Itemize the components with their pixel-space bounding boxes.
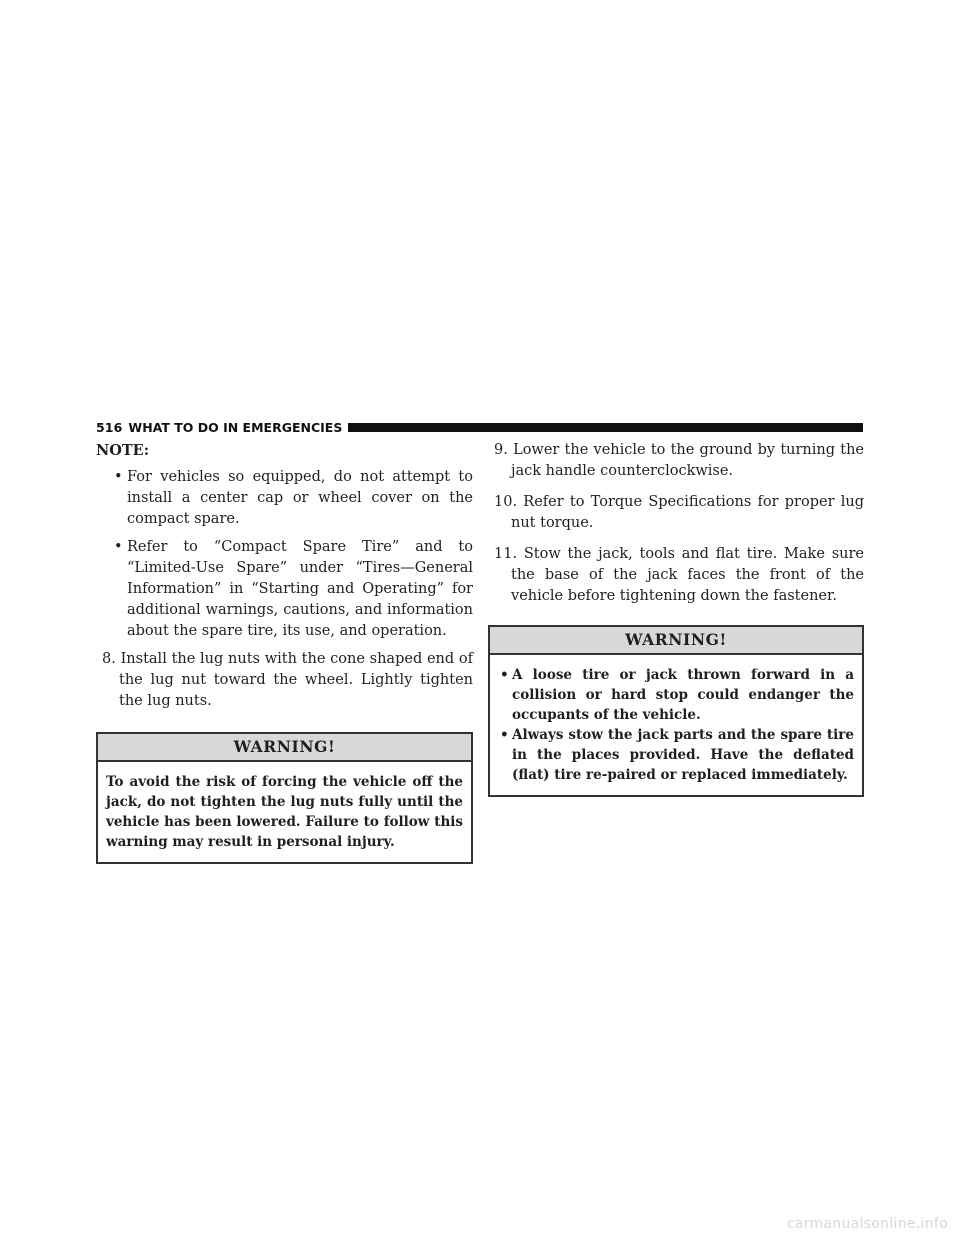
section-title: WHAT TO DO IN EMERGENCIES: [128, 419, 343, 435]
step-number: 9.: [494, 442, 508, 458]
bullet-glyph: •: [114, 469, 123, 485]
step-number: 8.: [102, 651, 116, 667]
right-column: [488, 440, 864, 797]
note-bullet-list: [96, 467, 473, 642]
note-bullet: [96, 467, 473, 530]
step-text: Install the lug nuts with the cone shaped end of the lug nut toward the wheel. Lightly tighten the lug nuts.: [119, 651, 473, 709]
page-number: 516: [96, 419, 123, 435]
step-10: [488, 492, 864, 534]
warning-bullet: [498, 665, 854, 725]
step-8: [96, 649, 473, 712]
note-bullet-text: For vehicles so equipped, do not attempt to install a center cap or wheel cover on the compact spare.: [127, 469, 473, 527]
note-bullet-text: Refer to “Compact Spare Tire” and to “Limited-Use Spare” under “Tires—General Information” in “Starting and Operating” for additional warnings, cautions, and information about the spare tire, its use, and operation.: [127, 539, 473, 639]
page-header: [96, 419, 863, 435]
step-text: Lower the vehicle to the ground by turning the jack handle counterclockwise.: [511, 442, 864, 479]
warning-bullet-text: A loose tire or jack thrown forward in a collision or hard stop could endanger the occupants of the vehicle.: [512, 667, 854, 723]
step-number: 11.: [494, 546, 518, 562]
warning-title: WARNING!: [98, 734, 471, 762]
step-9: [488, 440, 864, 482]
warning-box: [488, 625, 864, 797]
step-11: [488, 544, 864, 607]
header-rule: [348, 423, 863, 432]
step-number: 10.: [494, 494, 518, 510]
warning-bullet: [498, 725, 854, 785]
step-text: Stow the jack, tools and flat tire. Make sure the base of the jack faces the front of the vehicle before tightening down the fastener.: [511, 546, 864, 604]
watermark-text: carmanualsonline.info: [786, 1216, 948, 1232]
bullet-glyph: •: [500, 727, 509, 743]
warning-title: WARNING!: [490, 627, 862, 655]
warning-box: [96, 732, 473, 864]
left-column: [96, 440, 473, 864]
warning-bullet-text: Always stow the jack parts and the spare tire in the places provided. Have the deflated (flat) tire re-paired or replaced immediately.: [512, 727, 854, 783]
warning-text: To avoid the risk of forcing the vehicle off the jack, do not tighten the lug nuts fully until the vehicle has been lowered. Failure to follow this warning may result in personal injury.: [106, 774, 463, 850]
bullet-glyph: •: [500, 667, 509, 683]
warning-body: [490, 655, 862, 795]
step-text: Refer to Torque Specifications for proper lug nut torque.: [511, 494, 864, 531]
bullet-glyph: •: [114, 539, 123, 555]
note-label: NOTE:: [96, 442, 150, 459]
note-bullet: [96, 537, 473, 642]
